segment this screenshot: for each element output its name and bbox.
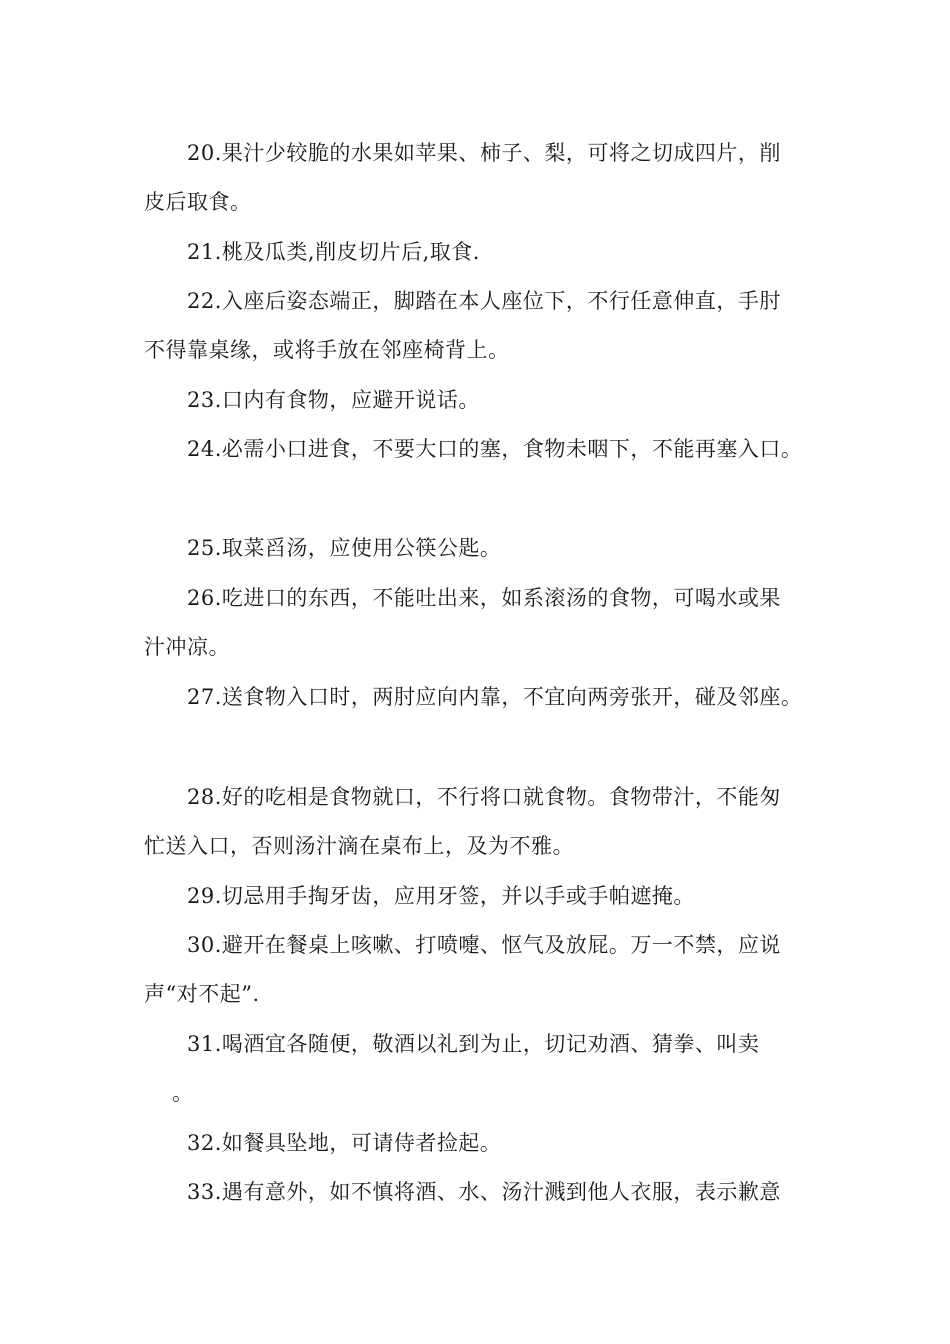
- text-line: 30.避开在餐桌上咳嗽、打喷嚏、怄气及放屁。万一不禁，应说: [187, 933, 781, 957]
- text-line: 汁冲凉。: [144, 635, 230, 659]
- text-line: 不得靠桌缘，或将手放在邻座椅背上。: [144, 338, 510, 362]
- text-line: 21.桃及瓜类,削皮切片后,取食.: [187, 240, 480, 264]
- text-line: 23.口内有食物，应避开说话。: [187, 388, 480, 412]
- text-line: 29.切忌用手掏牙齿，应用牙签，并以手或手帕遮掩。: [187, 884, 695, 908]
- text-line: 22.入座后姿态端正，脚踏在本人座位下，不行任意伸直，手肘: [187, 289, 781, 313]
- text-line: 31.喝酒宜各随便，敬酒以礼到为止，切记劝酒、猜拳、叫卖: [187, 1032, 760, 1056]
- text-line: 26.吃进口的东西，不能吐出来，如系滚汤的食物，可喝水或果: [187, 586, 781, 610]
- text-line: 20.果汁少较脆的水果如苹果、柿子、梨，可将之切成四片，削: [187, 141, 781, 165]
- text-line: 28.好的吃相是食物就口，不行将口就食物。食物带汁，不能匆: [187, 785, 781, 809]
- text-line: 24.必需小口进食，不要大口的塞，食物未咽下，不能再塞入口。: [187, 437, 803, 461]
- text-line: 。: [172, 1081, 194, 1105]
- text-line: 皮后取食。: [144, 190, 252, 214]
- text-line: 25.取菜舀汤，应使用公筷公匙。: [187, 536, 502, 560]
- text-line: 33.遇有意外，如不慎将酒、水、汤汁溅到他人衣服，表示歉意: [187, 1180, 781, 1204]
- text-line: 32.如餐具坠地，可请侍者捡起。: [187, 1131, 502, 1155]
- text-line: 27.送食物入口时，两肘应向内靠，不宜向两旁张开，碰及邻座。: [187, 685, 803, 709]
- text-line: 声“对不起”.: [144, 982, 260, 1006]
- text-line: 忙送入口，否则汤汁滴在桌布上，及为不雅。: [144, 834, 574, 858]
